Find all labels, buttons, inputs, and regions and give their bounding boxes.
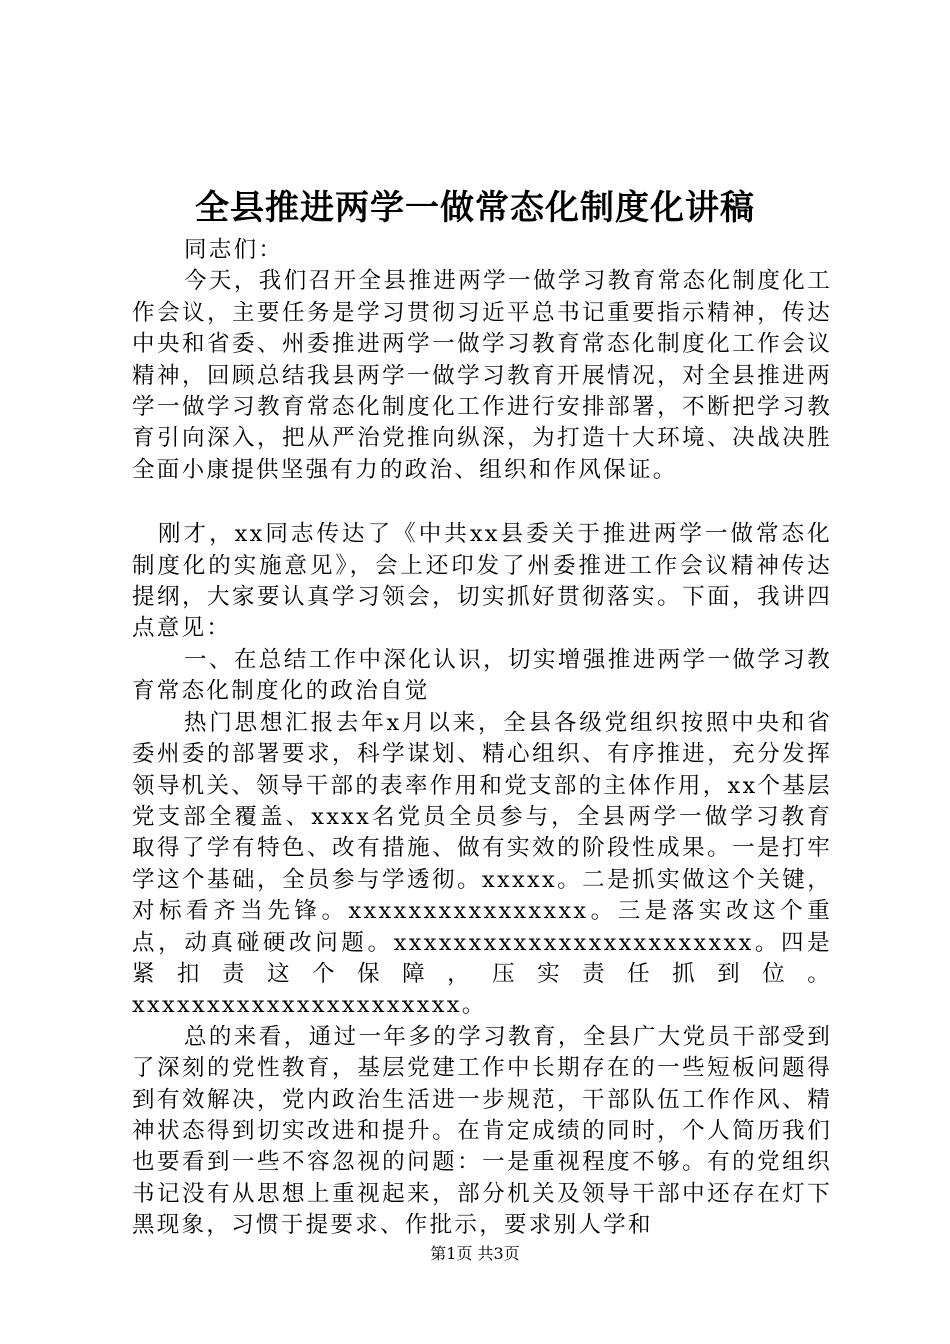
paragraph-gap (132, 486, 832, 519)
document-title: 全县推进两学一做常态化制度化讲稿 (195, 188, 755, 228)
section-heading-1: 一、在总结工作中深化认识，切实增强推进两学一做学习教育常态化制度化的政治自觉 (132, 646, 832, 705)
paragraph-summary: 总的来看，通过一年多的学习教育，全县广大党员干部受到了深刻的党性教育，基层党建工作中长期存在的一些短板问题得到有效解决，党内政治生活进一步规范，干部队伍工作作风、精神状态得到切实改进和提升。在肯定成绩的同时，个人简历我们也要看到一些不容忽视的问题：一是重视程度不够。有的党组织书记没有从思想上重视起来，部分机关及领导干部中还存在灯下黑现象，习惯于提要求、作批示，要求别人学和 (132, 1023, 832, 1239)
paragraph-opening: 今天，我们召开全县推进两学一做学习教育常态化制度化工作会议，主要任务是学习贯彻习近平总书记重要指示精神，传达中央和省委、州委推进两学一做学习教育常态化制度化工作会议精神，回顾总结我县两学一做学习教育开展情况，对全县推进两学一做学习教育常态化制度化工作进行安排部署，不断把学习教育引向深入，把从严治党推向纵深，为打造十大环境、决战决胜全面小康提供坚强有力的政治、组织和作风保证。 (132, 268, 832, 483)
document-body (132, 235, 832, 1242)
paragraph-achievements: 热门思想汇报去年x月以来，全县各级党组织按照中央和省委州委的部署要求，科学谋划、精心组织、有序推进，充分发挥领导机关、领导干部的表率作用和党支部的主体作用，xx个基层党支部全覆盖、xxxx名党员全员参与，全县两学一做学习教育取得了学有特色、改有措施、做有实效的阶段性成果。一是打牢学这个基础，全员参与学透彻。xxxxx。二是抓实做这个关键，对标看齐当先锋。xxxxxxxxxxxxxxxx。三是落实改这个重点，动真碰硬改问题。xxxxxxxxxxxxxxxxxxxxxxxx。四是紧扣责这个保障，压实责任抓到位。xxxxxxxxxxxxxxxxxxxxxx。 (132, 709, 832, 1019)
page-number: 第1页 共3页 (430, 1244, 520, 1263)
paragraph-intro: 刚才，xx同志传达了《中共xx县委关于推进两学一做常态化制度化的实施意见》，会上还印发了州委推进工作会议精神传达提纲，大家要认真学习领会，切实抓好贯彻落实。下面，我讲四点意见： (132, 521, 832, 642)
salutation: 同志们： (184, 237, 284, 263)
